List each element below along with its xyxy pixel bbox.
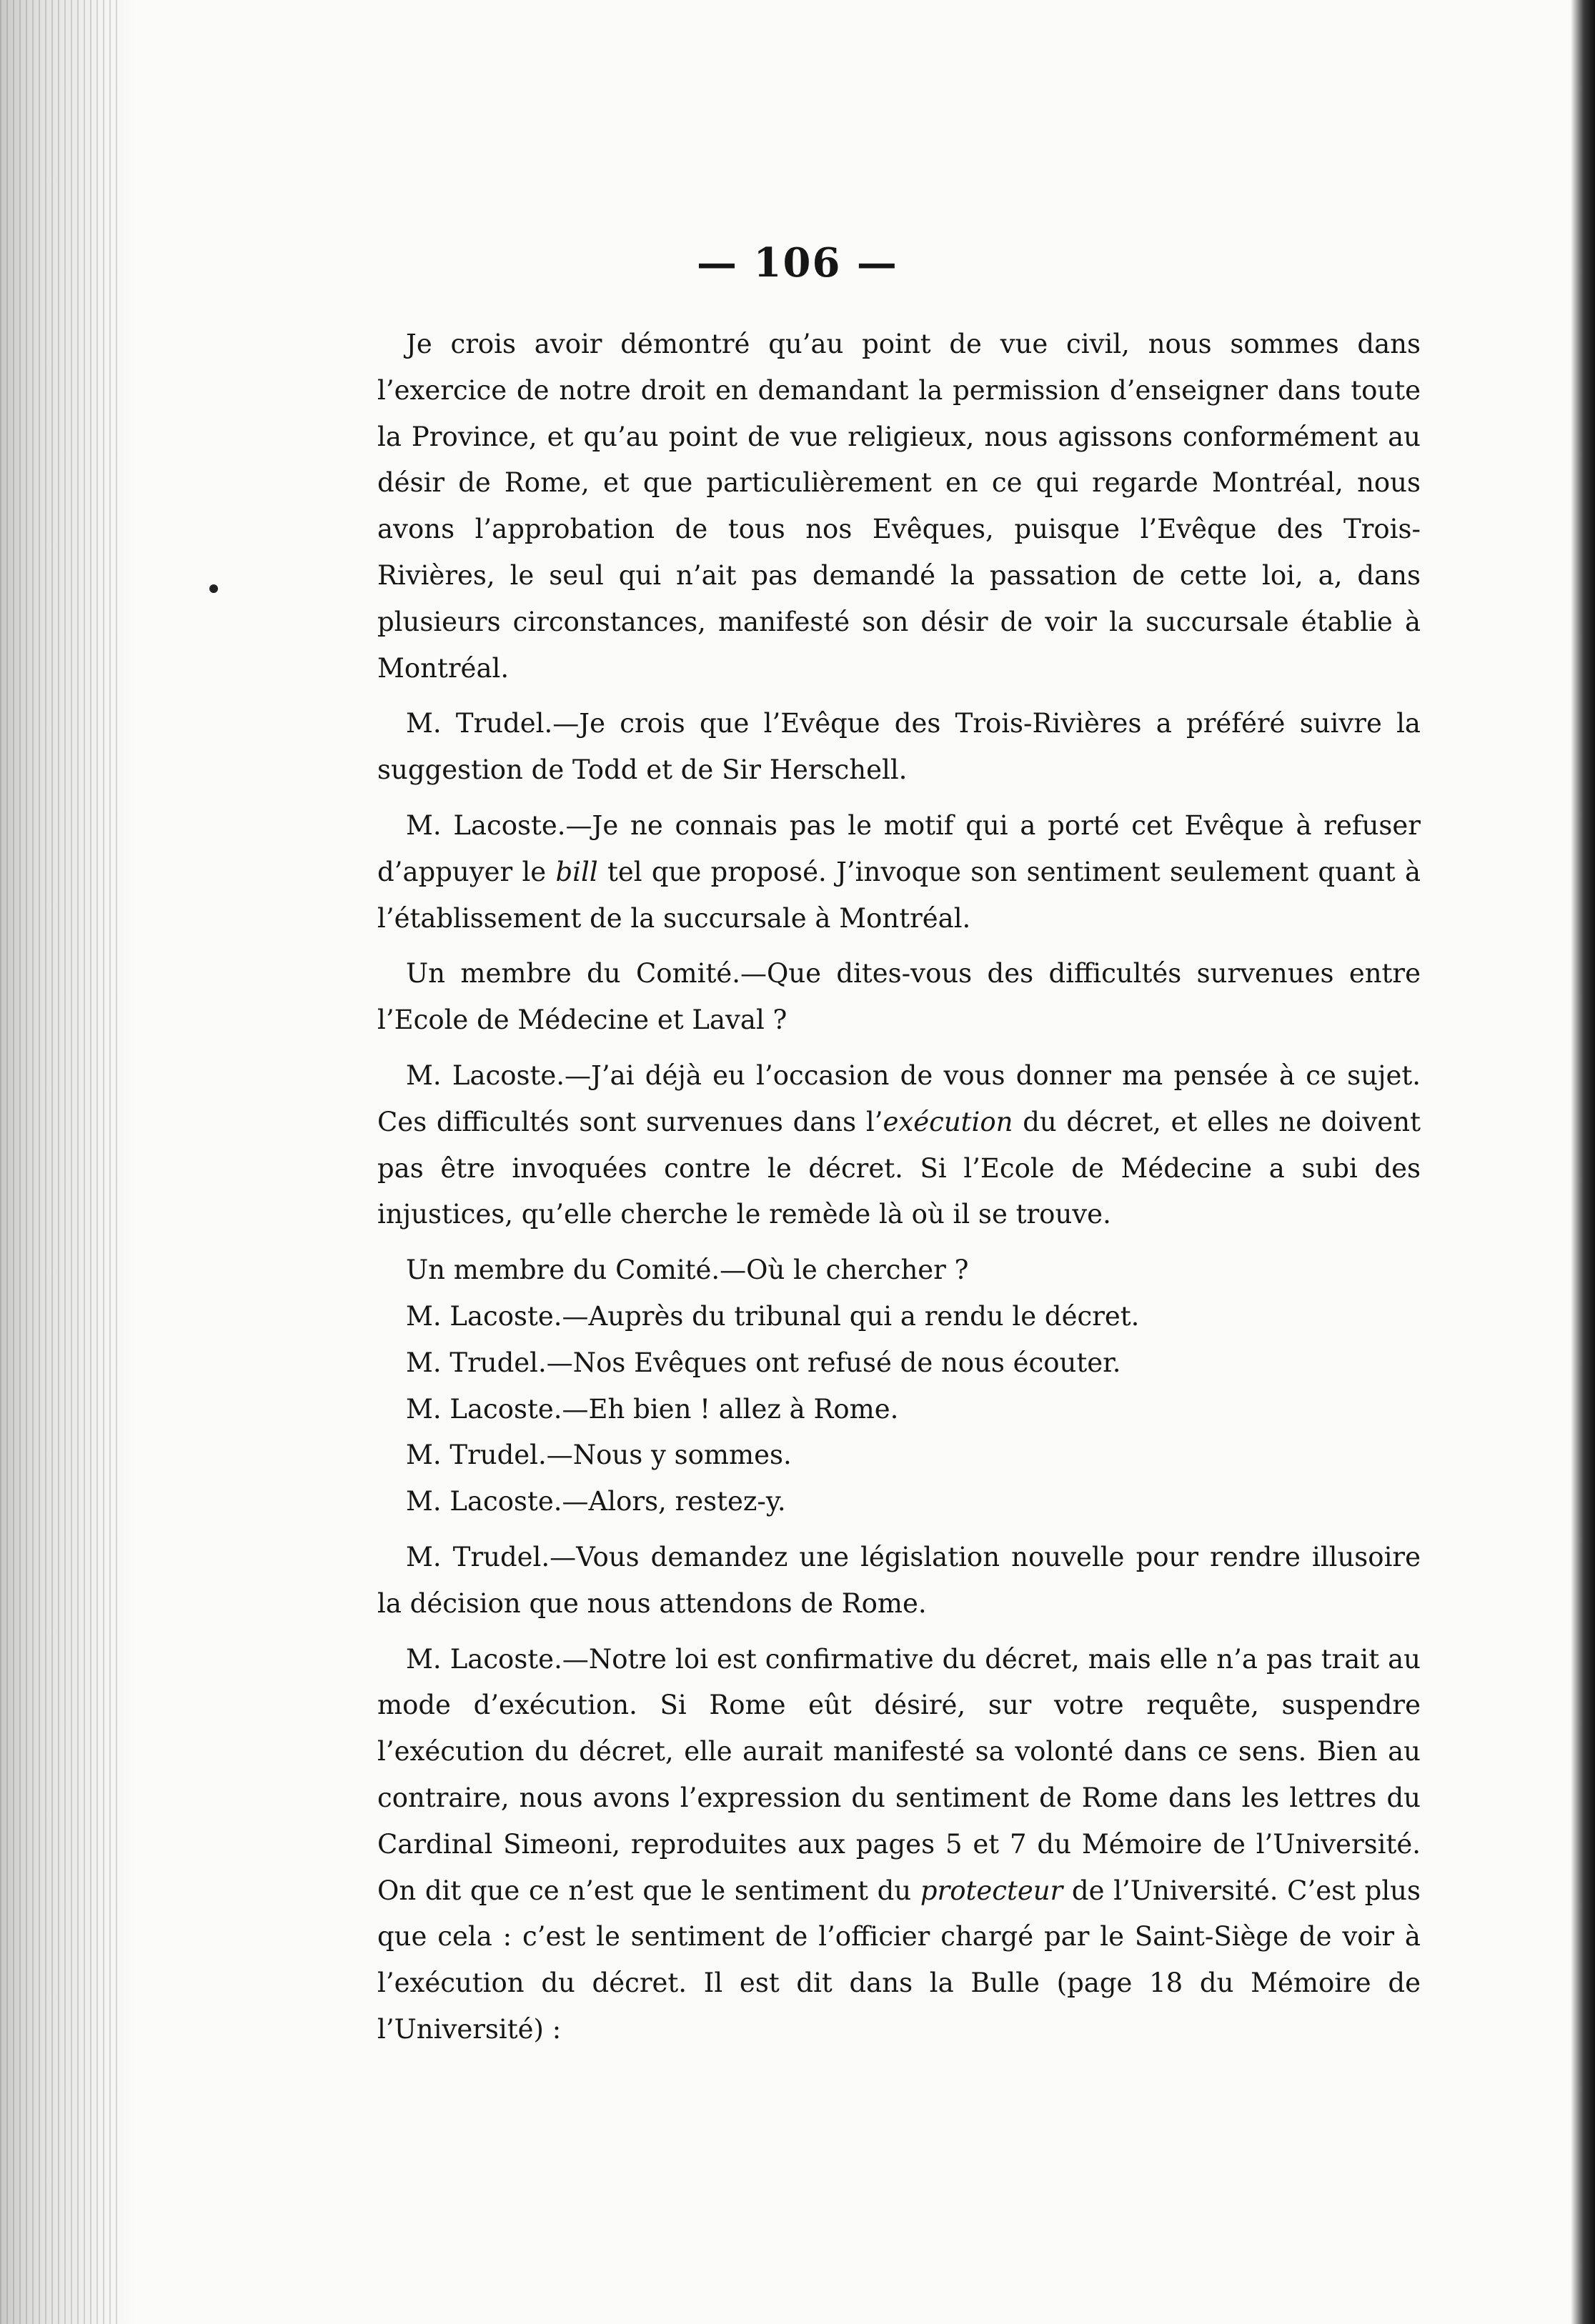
paragraph-tribunal: M. Lacoste.—Auprès du tribunal qui a rendu le décret.	[406, 1300, 1140, 1332]
paragraph-trudel-todd: M. Trudel.—Je crois que l’Evêque des Trois-Rivières a préféré suivre la suggestion de Todd et de Sir Herschell.	[377, 708, 1421, 786]
paragraph-lacoste-bill	[377, 803, 1421, 942]
ink-speck	[209, 584, 218, 593]
paragraph-text: M. Lacoste.—Notre loi est confirmative du décret, mais elle n’a pas trait au mode d’exécution. Si Rome eût désiré, sur votre requête, suspendre l’exécution du décret, elle aurait manifesté sa volonté dans ce sens. Bien au contraire, nous avons l’expression du sentiment de Rome dans les lettres du Cardinal Simeoni, reproduites aux pages 5 et 7 du Mémoire de l’Université. On dit que ce n’est que le sentiment du	[377, 1643, 1421, 1906]
paragraph-committee-question: Un membre du Comité.—Que dites-vous des difficultés survenues entre l’Ecole de Médecine et Laval ?	[377, 958, 1421, 1036]
text-body	[377, 321, 1421, 2063]
paragraph-text: du décret, et elles ne doivent pas être invoquées contre le décret. Si l’Ecole de Médecine a subi des injustices, qu’elle cherche le remède là où il se trouve.	[377, 1106, 1421, 1230]
paragraph-text: M. Lacoste.—Je ne connais pas le motif qui a porté cet Evêque à refuser d’appuyer le	[377, 809, 1421, 887]
scan-right-border	[1571, 0, 1595, 2324]
paragraph-stay: M. Lacoste.—Alors, restez-y.	[406, 1486, 786, 1517]
italic-word: bill	[555, 856, 598, 887]
paragraph-we-are: M. Trudel.—Nous y sommes.	[406, 1440, 792, 1471]
paragraph-argument: Je crois avoir démontré qu’au point de vue civil, nous sommes dans l’exercice de notre droit en demandant la permission d’enseigner dans toute la Province, et qu’au point de vue religieux, nous agissons conformément au désir de Rome, et que particulièrement en ce qui regarde Montréal, nous avons l’approbation de tous nos Evêques, puisque l’Evêque des Trois-Rivières, le seul qui n’ait pas demandé la passation de cette loi, a, dans plusieurs circonstances, manifesté son désir de voir la succursale établie à Montréal.	[377, 329, 1421, 684]
page-edge-lines	[0, 0, 121, 2324]
paragraph-where: Un membre du Comité.—Où le chercher ?	[406, 1255, 969, 1286]
italic-word: protecteur	[920, 1875, 1063, 1906]
paragraph-text: tel que proposé. J’invoque son sentiment seulement quant à l’établissement de la succursale à Montréal.	[377, 856, 1421, 934]
paragraph-refused: M. Trudel.—Nos Evêques ont refusé de nous écouter.	[406, 1347, 1121, 1378]
page-number: — 106 —	[697, 239, 898, 286]
paragraph-text: M. Lacoste.—J’ai déjà eu l’occasion de vous donner ma pensée à ce sujet. Ces difficultés sont survenues dans l’	[377, 1059, 1421, 1137]
paragraph-text: de l’Université. C’est plus que cela : c’est le sentiment de l’officier chargé par le Saint-Siège de voir à l’exécution du décret. Il est dit dans la Bulle (page 18 du Mémoire de l’Université) :	[377, 1875, 1421, 2045]
italic-word: exécution	[883, 1106, 1013, 1137]
paragraph-lacoste-execution	[377, 1053, 1421, 1238]
paragraph-confirmative	[377, 1637, 1421, 2053]
paragraph-rome: M. Lacoste.—Eh bien ! allez à Rome.	[406, 1393, 899, 1425]
paragraph-legislation: M. Trudel.—Vous demandez une législation nouvelle pour rendre illusoire la décision que nous attendons de Rome.	[377, 1541, 1421, 1619]
